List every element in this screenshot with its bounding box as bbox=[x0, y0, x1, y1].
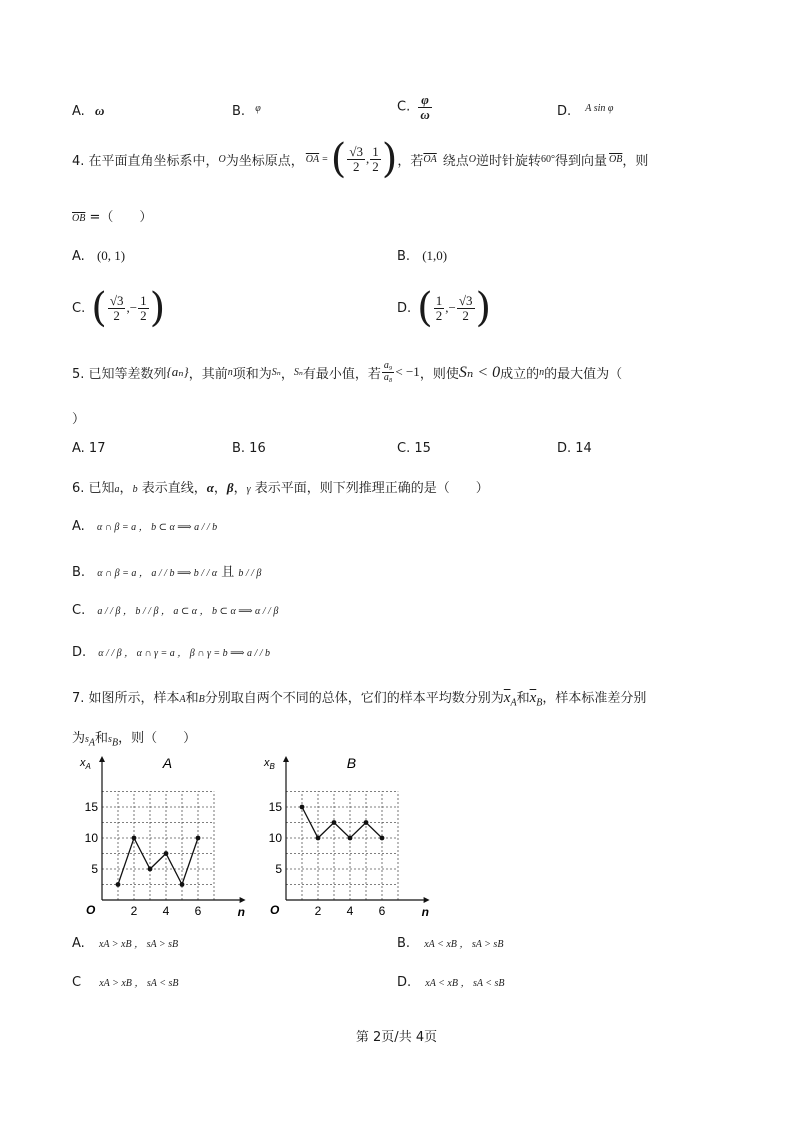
q4-option-d: D. ( $\frac{1}{2}$ , − $\frac{√3}{2}$ ) bbox=[397, 285, 492, 331]
x-axis-label: n bbox=[421, 905, 429, 919]
chart-title: A bbox=[162, 755, 173, 771]
data-point bbox=[348, 836, 353, 841]
y-axis-arrow bbox=[283, 756, 289, 762]
q6-stem: 6. 已知a，b 表示直线，α，β，γ 表示平面，则下列推理正确的是（ ） bbox=[72, 480, 489, 496]
data-point bbox=[148, 867, 153, 872]
data-point bbox=[316, 836, 321, 841]
q4-option-b: B. (1,0) bbox=[397, 248, 448, 264]
q5-option-a: A. 17 bbox=[72, 441, 106, 456]
data-point bbox=[132, 836, 137, 841]
y-axis-arrow bbox=[99, 756, 105, 762]
q3-option-b: B. $^\varphi$ bbox=[232, 103, 261, 119]
y-tick-label: 10 bbox=[84, 831, 98, 845]
data-point bbox=[164, 851, 169, 856]
q4-option-a: A. (0, 1) bbox=[72, 248, 126, 264]
x-tick-label: 6 bbox=[378, 904, 386, 918]
series-line bbox=[118, 838, 198, 885]
x-tick-label: 4 bbox=[162, 904, 170, 918]
q7-stem-line2: 为$s_A$和$s_B$，则（ ） bbox=[72, 731, 197, 749]
q6-option-c: C. a / / β ， b / / β ， a ⊂ α ， b ⊂ α ⟹ α / / β bbox=[72, 603, 279, 618]
data-point bbox=[332, 820, 337, 825]
page-footer: 第 2页/共 4页 bbox=[355, 1030, 438, 1045]
q7-stem: 7. 如图所示，样本A和B分别取自两个不同的总体，它们的样本平均数分别为$\overline{x}_A$和$\overline{x}_B$，样本标准差分别 bbox=[72, 690, 647, 709]
y-axis-label: $x_A$ bbox=[80, 757, 91, 771]
data-point bbox=[364, 820, 369, 825]
q5-stem-line2: ） bbox=[72, 412, 86, 427]
q3-option-a: A. ω bbox=[72, 103, 105, 119]
y-tick-label: 5 bbox=[275, 862, 282, 876]
data-point bbox=[180, 882, 185, 887]
x-tick-label: 4 bbox=[346, 904, 354, 918]
q5-stem: 5. 已知等差数列 {aₙ} ，其前 n 项和为 Sₙ ， Sₙ 有最小值，若 $\frac{\text{a₉}}{\text{a₈}}$ < −1 ，则使 Sₙ < 0 成立的 n 的最大值为（ bbox=[72, 360, 623, 383]
q6-option-b: B. α ∩ β = a ， a / / b ⟹ b / / α 且 b / / β bbox=[72, 565, 262, 580]
data-point bbox=[116, 882, 121, 887]
q4-option-c: C. ( $\frac{√3}{2}$ , − $\frac{1}{2}$ ) bbox=[72, 285, 166, 331]
y-tick-label: 15 bbox=[268, 800, 282, 814]
y-tick-label: 5 bbox=[91, 862, 98, 876]
q3-option-a-value: ω bbox=[94, 103, 105, 118]
q5-option-c: C. 15 bbox=[397, 441, 431, 456]
q6-option-d: D. α / / β ， α ∩ γ = a ， β ∩ γ = b ⟹ a / / b bbox=[72, 645, 271, 660]
q7-option-d: D. xA < xB ， sA < sB bbox=[397, 975, 505, 990]
origin-label: O bbox=[86, 903, 96, 917]
x-axis-arrow bbox=[240, 897, 246, 903]
x-axis-arrow bbox=[424, 897, 430, 903]
q3-option-c: C. $\frac{\varphi}{\omega}$ bbox=[397, 92, 430, 122]
q5-option-b: B. 16 bbox=[232, 441, 266, 456]
origin-label: O bbox=[270, 903, 280, 917]
chart-b bbox=[262, 752, 432, 922]
y-tick-label: 15 bbox=[84, 800, 98, 814]
chart-a bbox=[78, 752, 248, 922]
q4-stem: 4. 在平面直角坐标系中， O 为坐标原点， $\overline{OA}$ = ( $\frac{√3}{2}$ , $\frac{1}{2}$ ) ，若 $\overline{OA}$ 绕点 O 逆时针旋转 60° 得到向量 $\overline{OB}$ ，则 bbox=[72, 136, 649, 182]
y-axis-label: $x_B$ bbox=[264, 757, 275, 771]
x-tick-label: 2 bbox=[130, 904, 138, 918]
q5-option-d: D. 14 bbox=[557, 441, 592, 456]
q6-option-a: A. α ∩ β = a ， b ⊂ α ⟹ a / / b bbox=[72, 519, 218, 534]
q7-option-b: B. xA < xB ， sA > sB bbox=[397, 936, 504, 951]
q7-option-c: C xA > xB ， sA < sB bbox=[72, 975, 179, 990]
chart-title: B bbox=[346, 755, 357, 771]
q3-option-c-fraction: $\frac{\varphi}{\omega}$ bbox=[420, 92, 430, 122]
data-point bbox=[380, 836, 385, 841]
q4-stem-line2: $\overline{OB}$ =（ ） bbox=[72, 210, 153, 225]
x-tick-label: 6 bbox=[194, 904, 202, 918]
x-tick-label: 2 bbox=[314, 904, 322, 918]
x-axis-label: n bbox=[237, 905, 245, 919]
data-point bbox=[300, 805, 305, 810]
q7-option-a: A. xA > xB ， sA > sB bbox=[72, 936, 179, 951]
q3-option-d: D. $^{A sin \varphi}$ bbox=[557, 103, 614, 119]
y-tick-label: 10 bbox=[268, 831, 282, 845]
data-point bbox=[196, 836, 201, 841]
